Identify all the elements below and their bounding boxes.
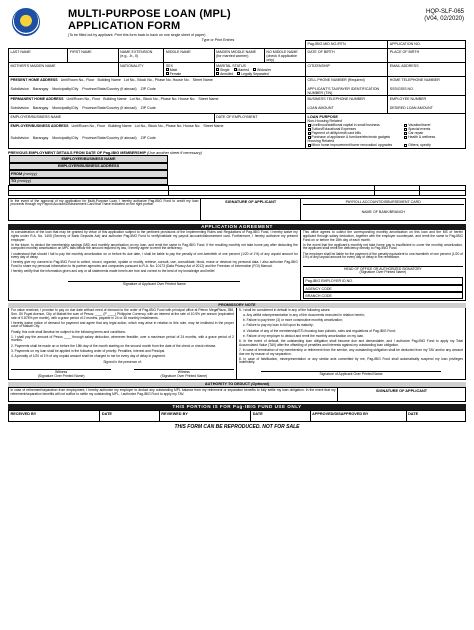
permanent-address-field[interactable]: PERMANENT HOME ADDRESS Unit/Room No., Floor Building Name Lot No., Block No., Phase No. House No. Street Name Subdivision Barangay Municipality/City Province/State/Country (if abroad) ZIP Code [9, 96, 306, 114]
name-extension-field[interactable]: NAME EXTENSION (e.g., Jr., II) [118, 49, 164, 63]
pag-ibig-seal-icon [12, 8, 40, 36]
previous-employment-section: PREVIOUS EMPLOYMENT DETAILS FROM DATE OF Pag-IBIG MEMBERSHIP (Use another sheet if necessary) EMPLOYER/BUSINESS NAME EMPLOYER/BUSINESS ADDRESS FROM (mm/yy) TO (mm/yy) [8, 151, 466, 196]
footer-note: THIS FORM CAN BE REPRODUCED. NOT FOR SALE [174, 424, 300, 431]
authority-to-deduct-heading: AUTHORITY TO DEDUCT (Optional) [8, 382, 466, 387]
branch-code-field[interactable]: BRANCH CODE [303, 292, 463, 299]
checkbox-icon [216, 72, 219, 75]
purpose-others[interactable]: Others, specify [404, 143, 463, 147]
checkbox-icon [237, 72, 240, 75]
purpose-appliance[interactable]: Purchase of appliance & furniture/electronic gadgets [308, 135, 405, 139]
marital-status-field: MARITAL STATUS Single Married Widow/er Annulled Legally Separated [214, 63, 305, 77]
fund-use-table [8, 410, 466, 422]
date-of-birth-field[interactable]: DATE OF BIRTH [306, 49, 388, 63]
agency-code-field[interactable]: AGENCY CODE [303, 285, 463, 292]
home-telephone-field[interactable]: HOME TELEPHONE NUMBER SSS/GSIS NO. [388, 77, 466, 96]
first-name-field[interactable]: FIRST NAME [68, 49, 118, 63]
checkbox-icon [404, 136, 407, 139]
employer-id-field[interactable]: Pag-IBIG EMPLOYER ID NO. [303, 277, 463, 285]
agreement-right-column: This office agrees to collect the corresponding monthly amortization on this loan and the MS of herein applicant through salary deduction, together with the employer counterpart, and remit the same to Pag-IBIG Fund on or before the 15th day of each month. In the event that the applicant's monthly net take home pay is insufficient to cover the monthly amortization, the applicant shall remit the deficiency directly to Pag-IBIG Fund. The employer shall be liable for the payment of the penalty equivalent to one-twentieth of one percent (1/20 of 1%) of any unpaid amount for every day of delay in the remittance. HEAD OF OFFICE OR AUTHORIZED SIGNATORY (Signature Over Printed Name) Pag-IBIG EMPLOYER ID NO. AGENCY CODE BRANCH CODE [302, 230, 463, 298]
purpose-health[interactable]: Health & wellness [404, 135, 463, 139]
status-widower[interactable]: Widow/er [253, 68, 271, 72]
purpose-vacation[interactable]: Vacation/travel [404, 123, 463, 127]
form-title-line2: APPLICATION FORM [68, 20, 181, 32]
form-version: (V04, 02/2020) [424, 16, 464, 22]
sex-option-female[interactable]: Female [166, 72, 181, 76]
purpose-tuition[interactable]: Tuition/Educational Expenses [308, 127, 405, 131]
last-name-field[interactable]: LAST NAME [9, 49, 68, 63]
form-title-line1: MULTI-PURPOSE LOAN (MPL) [68, 8, 231, 20]
agreement-applicant-signature[interactable]: Signature of Applicant Over Printed Name [68, 281, 240, 286]
status-legally-separated[interactable]: Legally Separated [237, 72, 268, 76]
witness-1-signature[interactable]: Witness (Signature Over Printed Name) [11, 369, 111, 378]
application-agreement-heading: APPLICATION AGREEMENT [8, 224, 466, 230]
promissory-left-column: For value received, I promise to pay on due date without need of demand to the order of Pag-IBIG Fund with principal office at Petron MegaPlaza, 358, Sen. Gil Puyat Avenue, City of Makati the sum of Pesos: ____ (P ____) Philippine Currency, with an interest at the rate of 10.5% per annum (equivalent rate of 0.875% per month), with a grace period of 2 months, payable in 24 or 36 monthly installments. I hereby waive notice of demand for payment and agree that any legal action, which may arise in relation to this note, may be instituted in the proper court of Makati City. Finally, this note shall likewise be subject to the following terms and conditions: 1. I shall pay the amount of Pesos ____ through salary deduction, whenever feasible, over a maximum period of 24 months, with a grace period of 2 months. 2. Payments shall be made on or before the 15th day of the month starting on the second month from the date of the check or check release. 3. Payments on my loan shall be applied in the following order of priority: Penalties, Interest and Principal. 4. A penalty of 1/20 of 1% of any unpaid amount shall be charged to me for every day of delay in payment. Signed in the presence of: Witness (Signature Over Printed Name) Witness (Signature Over Printed Name) [9, 308, 237, 379]
reviewed-date-field[interactable]: DATE [251, 411, 310, 422]
form-instruction: (To be filled out by applicant. Print this form back to back on one single sheet of paper) [68, 33, 206, 37]
agreement-left-column: In consideration of the loan that may be granted by virtue of this application subject to the pertinent provisions of the Implementing Rules and Regulations of Pag-IBIG Fund, I hereby waive my rights under R.A. No. 1405 (Secrecy of Bank Deposits Act) and authorize Pag-IBIG Fund to verify/validate my payroll account/disbursement card. Furthermore, I hereby authorize my present employer: In the future, to deduct the membership savings (MS) and monthly amortization on my loan, and remit the same to Pag-IBIG Fund. If the resulting monthly net take home pay after deducting the computed monthly amortization on MPL falls below the amount required by law, I hereby agree to remit the deficiency. I understand that should I fail to pay the monthly amortization on or before its due date, I shall be liable to pay the penalty of one-twentieth of one percent (1/20 of 1%) of any unpaid amount for every day of delay. I hereby give my consent to Pag-IBIG Fund to collect, record, organize, update or modify, retrieve, consult, use, consolidate, block, erase or destruct my personal data. I also authorize Pag-IBIG Fund to share my personal information to its partner agencies and companies pursuant to R.A. No. 10173 (Data Privacy Act of 2012) and the Freedom of Information (FOI) Manual. I hereby certify that the information given and any or all statements made herein are true and correct to the best of my knowledge and belief. Signature of Applicant Over Printed Name [9, 230, 301, 300]
previous-employment-table [8, 155, 466, 196]
business-telephone-field[interactable]: BUSINESS TELEPHONE NUMBER LOAN AMOUNT [306, 96, 388, 114]
sex-field: SEX Male Female [164, 63, 214, 77]
received-date-field[interactable]: DATE [100, 411, 159, 422]
previous-to-cell[interactable] [420, 191, 466, 196]
purpose-home-improvement[interactable]: Minor home improvement/home renovation/ upgrades [308, 143, 405, 147]
form-header [8, 6, 466, 40]
purpose-special-events[interactable]: Special events [404, 127, 463, 131]
col-employer-name: EMPLOYER/BUSINESS NAME [9, 155, 169, 162]
personal-details-table [8, 40, 466, 149]
nationality-field[interactable]: NATIONALITY [118, 63, 164, 77]
mothers-maiden-name-field[interactable]: MOTHER'S MAIDEN NAME [9, 63, 119, 77]
col-from: FROM (mm/yy) [9, 170, 169, 177]
employer-codes-table [303, 277, 463, 299]
sex-option-male[interactable]: Male [166, 68, 177, 72]
col-to: TO (mm/yy) [9, 178, 169, 185]
status-annulled[interactable]: Annulled [216, 72, 233, 76]
maiden-middle-name-field[interactable]: MAIDEN MIDDLE NAME (for married women) [214, 49, 264, 63]
citizenship-field[interactable]: CITIZENSHIP [306, 63, 388, 77]
email-field[interactable]: EMAIL ADDRESS [388, 63, 466, 77]
mid-field[interactable]: Pag-IBIG MID NO./RTN [306, 41, 388, 49]
form-instruction-type: Type or Print Entries [201, 38, 235, 42]
present-address-field[interactable]: PRESENT HOME ADDRESS Unit/Room No., Floor Building Name Lot No., Block No., Phase No. House No. Street Name Subdivision Barangay Municipality/City Province/State/Country (if abroad) ZIP Code [9, 77, 306, 96]
employer-address-field[interactable]: EMPLOYER/BUSINESS ADDRESS Unit/Room No., Floor Building Name Lot No., Block No., Phase No. House No. Street Name Subdivision Barangay Municipality/City Province/State/Country (if abroad) ZIP Code [9, 123, 306, 149]
approved-by-field[interactable]: APPROVED/DISAPPROVED BY [310, 411, 406, 422]
previous-employment-heading: PREVIOUS EMPLOYMENT DETAILS FROM DATE OF Pag-IBIG MEMBERSHIP [8, 151, 146, 155]
promissory-note-body [8, 308, 466, 380]
payroll-signature-field[interactable]: SIGNATURE OF APPLICANT [200, 199, 301, 221]
title-block [68, 8, 368, 42]
checkbox-icon [234, 68, 237, 71]
authority-signature-field[interactable]: SIGNATURE OF APPLICANT [338, 388, 466, 402]
checkbox-icon [404, 144, 407, 147]
checkbox-icon [308, 144, 311, 147]
application-no-field[interactable]: APPLICATION NO. [388, 41, 466, 49]
payroll-authorization-table [8, 198, 466, 221]
application-agreement-body [8, 230, 466, 301]
promissory-note-heading: PROMISSORY NOTE [8, 303, 466, 308]
employee-number-field[interactable]: EMPLOYEE NUMBER DESIRED LOAN AMOUNT [388, 96, 466, 114]
payroll-account-field[interactable]: PAYROLL ACCOUNT/DISBURSEMENT CARD NAME OF BANK/BRANCH [301, 199, 466, 221]
previous-from-cell[interactable] [374, 191, 420, 196]
form-code: HQP-SLF-065 [425, 9, 464, 15]
payroll-authorization-text: In the event of the approval of my application for Multi-Purpose Loan, I hereby authorize Pag-IBIG Fund to credit my loan proceeds through my Payroll Account/Disbursement Card that I have indicated on the right portion. [9, 199, 201, 221]
previous-address-cell[interactable] [168, 191, 374, 196]
purpose-bills[interactable]: Payment of utility/credit card bills [308, 131, 405, 135]
loan-purpose-field: LOAN PURPOSE Non-Housing Related Livelihood/additional capital in small business Tuition/Educational Expenses Payment of utility/credit card bills Purchase of appliance & furniture/electronic gadgets Vacation/travel Special events Car repair Health & wellness Housing Related Minor home improvement/home renovation/ upgrades Others, specify [306, 114, 466, 149]
checkbox-icon [166, 72, 169, 75]
fund-use-heading: THIS PORTION IS FOR Pag-IBIG FUND USE ONLY [8, 404, 466, 410]
form-code-block [424, 9, 464, 23]
middle-name-field[interactable]: MIDDLE NAME [164, 49, 214, 63]
authority-to-deduct-table [8, 387, 466, 402]
place-of-birth-field[interactable]: PLACE OF BIRTH [388, 49, 466, 63]
status-single[interactable]: Single [216, 68, 229, 72]
date-of-employment-field[interactable]: DATE OF EMPLOYMENT [214, 114, 305, 123]
reviewed-by-field[interactable]: REVIEWED BY [159, 411, 250, 422]
purpose-car-repair[interactable]: Car repair [404, 131, 463, 135]
witness-2-signature[interactable]: Witness (Signature Over Printed Name) [134, 369, 234, 378]
approved-date-field[interactable]: DATE [406, 411, 465, 422]
col-employer-address: EMPLOYER/BUSINESS ADDRESS [9, 163, 169, 170]
authority-to-deduct-text: In case of retirement/separation from employment, I hereby authorize my employer to deduct any outstanding MPL balance from my retirement or separation benefits to fully settle my loan obligation. In the event that my retirement/separation benefits will not suffice to settle my outstanding MPL, I authorize Pag-IBIG Fund to apply my TAV. [9, 388, 338, 402]
status-married[interactable]: Married [234, 68, 250, 72]
previous-employer-cell[interactable] [9, 191, 169, 196]
cell-phone-field[interactable]: CELL PHONE NUMBER (Required) APPLICANT'S TAXPAYER IDENTIFICATION NUMBER (TIN) [306, 77, 388, 96]
purpose-livelihood[interactable]: Livelihood/additional capital in small business [308, 123, 405, 127]
promissory-right-column: 5. I shall be considered in default in any of the following cases: a. Any willful misrepresentation in any of the documents executed in relation herein; b. Failure to pay three (3) or more consecutive monthly amortization; c. Failure to pay my loan in full upon its maturity; d. Violation of any of the membership/STL/housing loan policies, rules and regulations of Pag-IBIG Fund; e. Failure of my employer to deduct and remit the monthly amortization on my loan. 6. In the event of default, the outstanding loan obligation shall become due and demandable, and I authorize Pag-IBIG Fund to apply my Total Accumulated Value (TAV) after the offsetting of penalties and interests against my outstanding loan obligation. 7. In case of termination of my membership or retirement from the service, any outstanding obligation shall be deducted from my TAV and/or any amount due me by reason of my separation. 8. In case of falsification, misrepresentation or any similar acts committed by me, Pag-IBIG Fund shall automatically suspend my loan privileges indefinitely. Signature of Applicant Over Printed Name [239, 308, 463, 376]
head-of-office-signature[interactable]: HEAD OF OFFICE OR AUTHORIZED SIGNATORY (Signature Over Printed Name) [303, 266, 463, 275]
employer-name-field[interactable]: EMPLOYER/BUSINESS NAME [9, 114, 215, 123]
received-by-field[interactable]: RECEIVED BY [9, 411, 100, 422]
no-middle-name-checkbox[interactable]: NO MIDDLE NAME (check if applicable only) [264, 49, 305, 63]
promissory-applicant-signature[interactable]: Signature of Applicant Over Printed Name [261, 371, 440, 376]
